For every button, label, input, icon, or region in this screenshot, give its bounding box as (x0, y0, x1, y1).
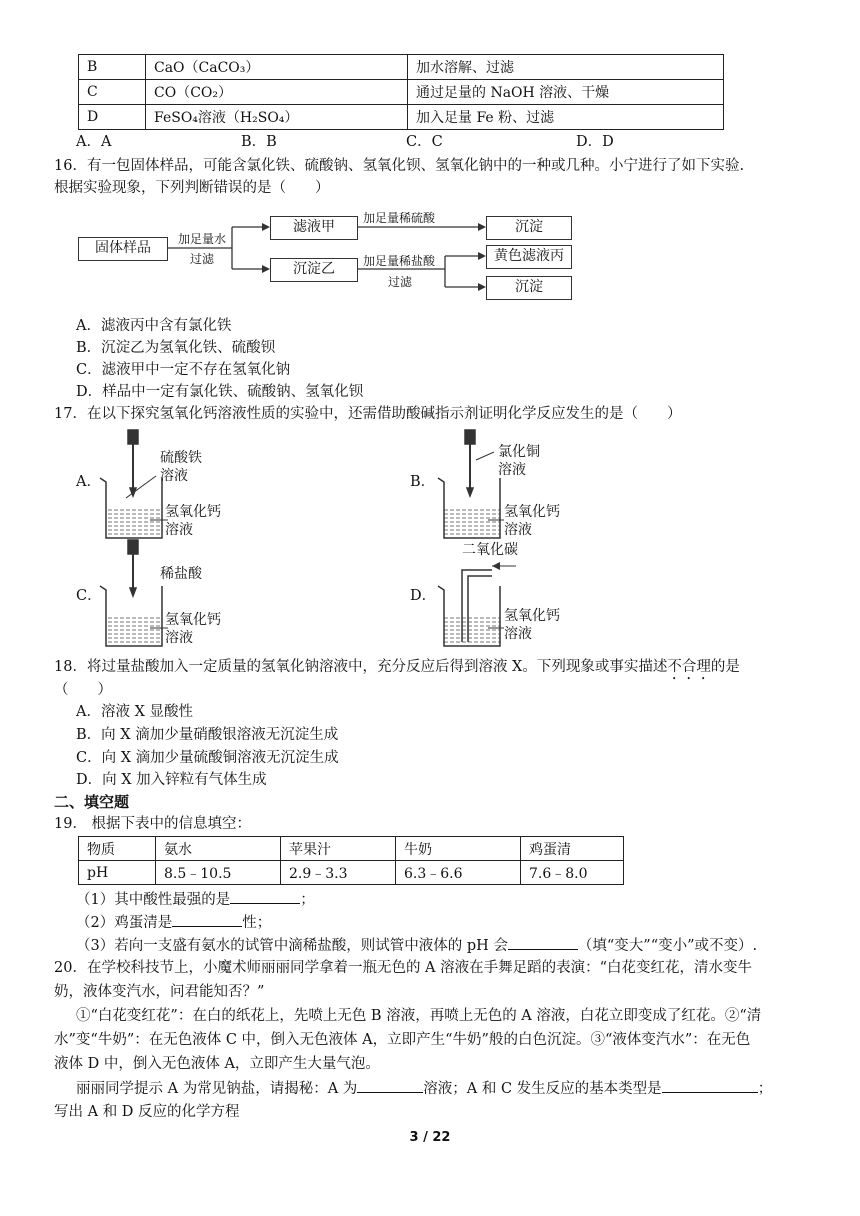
label-filter-1: 过滤 (190, 252, 215, 266)
answer-blank[interactable] (172, 912, 242, 927)
ph-table (78, 836, 624, 885)
q17-a-solution-line2: 溶液 (165, 522, 193, 538)
label-filter-2: 过滤 (388, 275, 413, 289)
table-header: 物质 (79, 837, 156, 861)
q17-d-solution-line1: 氢氧化钙 (504, 608, 560, 624)
q20-line6-text: 丽丽同学提示 A 为常见钠盐，请揭秘：A 为 (76, 1081, 358, 1097)
table-cell: D (79, 105, 146, 130)
q19-sub3-end: （填“变大”“变小”或不变）. (577, 938, 758, 954)
page-number: 3 / 22 (409, 1130, 451, 1145)
answer-blank[interactable] (230, 889, 300, 904)
option-b: B．B (241, 134, 277, 150)
q17-option-b-letter: B． (410, 474, 436, 490)
beaker-c (100, 540, 168, 646)
q19-sub3-text: （3）若向一支盛有氨水的试管中滴稀盐酸，则试管中液体的 pH 会 (76, 938, 508, 954)
table-header: 鸡蛋清 (521, 837, 624, 861)
q17-c-solution-line1: 氢氧化钙 (165, 612, 221, 628)
table-cell: 8.5﹣10.5 (156, 861, 281, 885)
table-cell: 2.9﹣3.3 (281, 861, 396, 885)
q19-sub1-text: （1）其中酸性最强的是 (76, 892, 231, 908)
option-a: A．A (76, 134, 112, 150)
question-18-option-a: A．溶液 X 显酸性 (76, 704, 194, 720)
q17-a-reagent-line1: 硫酸铁 (160, 450, 202, 466)
table-header: 牛奶 (396, 837, 521, 861)
label-add-water: 加足量水 (178, 232, 227, 246)
option-c: C．C (406, 134, 443, 150)
answer-blank[interactable] (508, 935, 578, 950)
answer-blank[interactable] (357, 1078, 423, 1093)
q19-sub2-text: （2）鸡蛋清是 (76, 915, 173, 931)
answer-blank[interactable] (662, 1078, 758, 1093)
table-cell: FeSO₄溶液（H₂SO₄） (146, 105, 408, 130)
q20-line6-end: ； (757, 1081, 773, 1097)
q17-option-a-letter: A． (76, 474, 101, 490)
table-cell: CO（CO₂） (146, 80, 408, 105)
table-cell: C (79, 80, 146, 105)
table-cell: 加水溶解、过滤 (408, 55, 724, 80)
question-20-line-6 (76, 1078, 772, 1099)
question-18-paren: （ ） (54, 682, 112, 698)
question-18-stem (54, 657, 740, 683)
box-precip-2: 沉淀 (486, 276, 572, 300)
q17-d-solution-line2: 溶液 (504, 626, 532, 642)
q17-option-d-letter: D． (410, 588, 437, 604)
question-19-sub3 (76, 935, 757, 956)
table-cell: B (79, 55, 146, 80)
table-cell: CaO（CaCO₃） (146, 55, 408, 80)
question-16-option-a: A．滤液丙中含有氯化铁 (76, 318, 232, 334)
table-cell: pH (79, 861, 156, 885)
q17-c-solution-line2: 溶液 (165, 630, 193, 646)
table-cell: 6.3﹣6.6 (396, 861, 521, 885)
box-yellow-filtrate-bing: 黄色滤液丙 (486, 245, 572, 269)
box-solid-sample: 固体样品 (78, 237, 168, 261)
section-heading-fill-in: 二、填空题 (54, 793, 130, 811)
q20-line6-mid: 溶液；A 和 C 发生反应的基本类型是 (423, 1081, 662, 1097)
question-18-option-d: D．向 X 加入锌粒有气体生成 (76, 772, 267, 788)
q17-option-c-letter: C． (76, 588, 102, 604)
question-20-line-1: 20．在学校科技节上，小魔术师丽丽同学拿着一瓶无色的 A 溶液在手舞足蹈的表演：“白花变红花，清水变牛 (54, 960, 753, 976)
q17-b-solution-line1: 氢氧化钙 (504, 504, 560, 520)
table-cell: 通过足量的 NaOH 溶液、干燥 (408, 80, 724, 105)
question-16-option-d: D．样品中一定有氯化铁、硫酸钠、氢氧化钡 (76, 384, 364, 400)
q17-c-reagent: 稀盐酸 (160, 566, 202, 582)
question-17-stem: 17．在以下探究氢氧化钙溶液性质的实验中，还需借助酸碱指示剂证明化学反应发生的是（ ） (54, 406, 682, 422)
table-cell: 加入足量 Fe 粉、过滤 (408, 105, 724, 130)
table-header: 苹果汁 (281, 837, 396, 861)
question-20-line-2: 奶，液体变汽水，问君能知否？” (54, 984, 265, 1000)
question-18-stem-text: 18．将过量盐酸加入一定质量的氢氧化钠溶液中，充分反应后得到溶液 X。下列现象或事实描述 (54, 659, 668, 675)
question-19-sub1 (76, 889, 315, 910)
table-cell: 7.6﹣8.0 (521, 861, 624, 885)
q17-a-solution-line1: 氢氧化钙 (165, 504, 221, 520)
question-16-option-c: C．滤液甲中一定不存在氢氧化钠 (76, 362, 291, 378)
question-20-line-5: 液体 D 中，倒入无色液体 A，立即产生大量气泡。 (54, 1056, 380, 1072)
q17-a-reagent-line2: 溶液 (160, 468, 188, 484)
table-header: 氨水 (156, 837, 281, 861)
question-20-line-7: 写出 A 和 D 反应的化学方程 (54, 1104, 240, 1120)
box-filtrate-jia: 滤液甲 (270, 216, 358, 240)
label-add-sulfuric: 加足量稀硫酸 (363, 211, 436, 225)
question-18-option-b: B．向 X 滴加少量硝酸银溶液无沉淀生成 (76, 727, 339, 743)
box-precip-1: 沉淀 (486, 216, 572, 240)
question-16-stem-2: 根据实验现象，下列判断错误的是（ ） (54, 180, 330, 196)
question-20-line-3: ①“白花变红花”：在白的纸花上，先喷上无色 B 溶液，再喷上无色的 A 溶液，白花立即变成了红花。②“清 (76, 1008, 762, 1024)
q17-d-gas: 二氧化碳 (462, 542, 518, 558)
question-18-option-c: C．向 X 滴加少量硫酸铜溶液无沉淀生成 (76, 750, 339, 766)
q17-b-solution-line2: 溶液 (504, 522, 532, 538)
option-d: D．D (576, 134, 614, 150)
question-16-stem: 16．有一包固体样品，可能含氯化铁、硫酸钠、氢氧化钡、氢氧化钠中的一种或几种。小宁进行了如下实验. (54, 158, 745, 174)
box-precip-yi: 沉淀乙 (270, 258, 358, 282)
q17-b-reagent-line1: 氯化铜 (498, 444, 540, 460)
label-add-hydrochloric: 加足量稀盐酸 (363, 254, 436, 268)
question-20-line-4: 水”变“牛奶”：在无色液体 C 中，倒入无色液体 A，立即产生“牛奶”般的白色沉淀。③“液体变汽水”：在无色 (54, 1032, 751, 1048)
q17-b-reagent-line2: 溶液 (498, 462, 526, 478)
q19-sub1-end: ； (300, 892, 315, 908)
question-18-stem-end: 的是 (710, 659, 740, 675)
question-19-stem: 19． 根据下表中的信息填空： (54, 816, 252, 832)
question-16-option-b: B．沉淀乙为氢氧化铁、硫酸钡 (76, 340, 276, 356)
q19-sub2-end: 性； (242, 915, 272, 931)
question-18-emphasis: 不合理 (667, 659, 711, 675)
question-19-sub2 (76, 912, 271, 933)
beaker-b (438, 430, 504, 538)
beaker-a (100, 430, 168, 538)
